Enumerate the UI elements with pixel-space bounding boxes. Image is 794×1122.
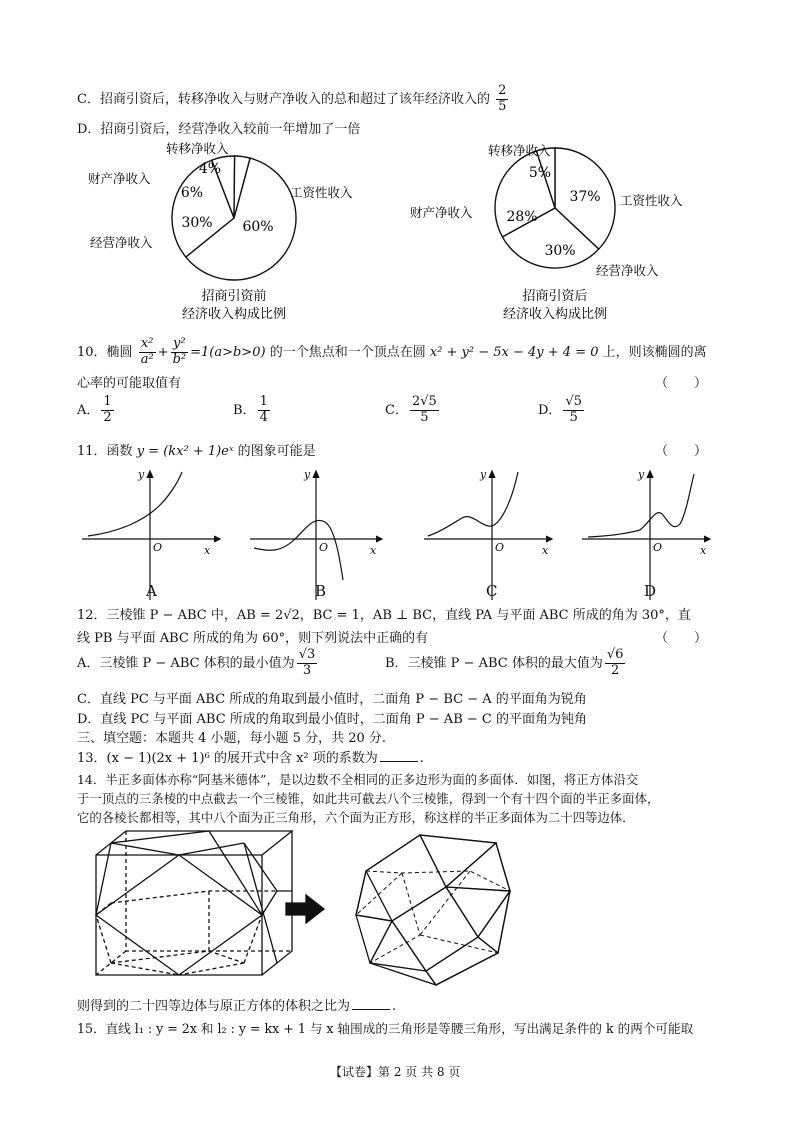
graph-d [582,471,710,600]
pie-chart-after [410,143,683,322]
category-label: 转移净收入 [166,141,229,156]
q12-option-c: C．直线 PC 与平面 ABC 所成的角取到最小值时，二面角 P − BC − A 的平面角为锐角 [77,692,587,707]
q14-line1: 14．半正多面体亦称“阿基米德体”，是以边数不全相同的正多边形为面的多面体．如图，将正方体沿交 [77,772,639,787]
category-label: 经营净收入 [90,235,153,250]
page-footer: 【试卷】第 2 页 共 8 页 [330,1065,461,1079]
svg-text:O: O [319,541,329,554]
q12-option-b: B．三棱锥 P − ABC 体积的最大值为 $\frac{√6}{2}$ [385,647,624,678]
q11-graphs [0,460,794,610]
q11-answer-paren: （ ） [655,444,708,459]
svg-text:y: y [480,468,487,481]
cube-figure [96,831,292,975]
graph-label-b: B [315,582,327,600]
svg-text:O: O [153,541,163,554]
slice-percent-label: 30% [544,243,576,259]
category-label: 财产净收入 [88,171,151,186]
slice-percent-label: 6% [180,185,204,201]
q14-line2: 于一顶点的三条棱的中点截去一个三棱锥，如此共可截去八个三棱锥，得到一个有十四个面的半正多面体， [77,791,660,806]
q9-option-c: C．招商引资后，转移净收入与财产净收入的总和超过了该年经济收入的 $\frac{2}{5}$ [77,83,507,114]
svg-text:y: y [638,468,645,481]
q14-answer: 则得到的二十四等边体与原正方体的体积之比为 . [77,999,397,1014]
slice-percent-label: 28% [506,209,538,225]
svg-text:x: x [542,544,549,557]
category-label: 转移净收入 [488,143,551,158]
q15-stem: 15．直线 l₁ : y = 2x 和 l₂ : y = kx + 1 与 x 轴围成的三角形是等腰三角形，写出满足条件的 k 的两个可能取 [77,1021,694,1036]
graph-a [82,471,220,600]
category-label: 工资性收入 [290,185,353,200]
q12-option-d: D．直线 PC 与平面 ABC 所成的角取到最小值时，二面角 P − AB − C 的平面角为钝角 [77,712,587,727]
pie-charts [0,135,794,335]
svg-text:x: x [370,544,377,557]
pie-chart-before [88,141,353,322]
graph-b [250,471,382,600]
q10-option-c: C． $\frac{2√5}{5}$ [385,394,437,425]
q10-stem: 10．椭圆 $\frac{\text{x²}}{\text{a²}}$ + $\frac{\text{y²}}{\text{b²}}$ =1(a>b>0) 的一个焦点和一个顶点在圆 x² + y² − 5x − 4y + 4 = 0 上，则该椭圆的离 [77,336,707,367]
ellipse-term-y: $\frac{\text{y²}}{\text{b²}}$ [172,336,187,367]
svg-text:y: y [138,468,145,481]
graph-label-c: C [486,582,498,600]
answer-blank [352,1009,390,1010]
q10-answer-paren: （ ） [655,376,708,391]
ellipse-term-x: $\frac{\text{x²}}{\text{a²}}$ [140,336,154,367]
slice-percent-label: 4% [198,161,222,177]
q12-stem-line2: 线 PB 与平面 ABC 所成的角为 60°，则下列说法中正确的有 [77,631,429,646]
q13-stem: 13．(x − 1)(2x + 1)⁶ 的展开式中含 x² 项的系数为 . [77,751,424,766]
chart-subtitle: 经济收入构成比例 [181,307,287,322]
q10-option-b: B． $\frac{1}{4}$ [233,394,268,425]
graph-label-d: D [644,582,657,600]
category-label: 财产净收入 [410,205,473,220]
category-label: 工资性收入 [620,193,683,208]
q10-option-d: D． $\frac{√5}{5}$ [538,394,582,425]
svg-text:x: x [204,544,211,557]
slice-percent-label: 60% [242,219,274,235]
q10-stem-line2: 心率的可能取值有 [77,376,182,391]
chart-subtitle: 经济收入构成比例 [502,307,608,322]
q12-answer-paren: （ ） [655,631,708,646]
chart-title: 招商引资后 [522,289,588,304]
slice-percent-label: 5% [528,165,552,181]
svg-text:O: O [495,541,505,554]
svg-text:x: x [700,544,707,557]
graph-label-a: A [146,582,157,600]
q14-line3: 它的各棱长都相等，其中八个面为正三角形，六个面为正方形，称这样的半正多面体为二十四等边体． [77,810,635,825]
q12-stem-line1: 12．三棱锥 P − ABC 中，AB = 2√2，BC = 1，AB ⊥ BC，直线 PA 与平面 ABC 所成的角为 30°，直 [77,608,691,623]
chart-title: 招商引资前 [201,289,267,304]
q9-option-d: D．招商引资后，经营净收入较前一年增加了一倍 [77,122,361,137]
polyhedron-figure [356,835,510,985]
category-label: 经营净收入 [596,263,659,278]
q12-option-a: A．三棱锥 P − ABC 体积的最小值为 $\frac{√3}{3}$ [77,647,316,678]
slice-percent-label: 37% [569,189,601,205]
q10-option-a: A． $\frac{1}{2}$ [77,394,112,425]
answer-blank [380,761,418,762]
slice-percent-label: 30% [181,215,213,231]
svg-text:O: O [653,541,663,554]
graph-c [424,471,552,600]
q11-stem: 11．函数 y = (kx² + 1)eˣ 的图象可能是 [77,444,316,459]
section-title: 三、填空题：本题共 4 小题，每小题 5 分，共 20 分. [77,731,387,746]
fraction: $\frac{2}{5}$ [498,83,507,114]
cube-figures [0,825,794,995]
svg-text:y: y [304,468,311,481]
